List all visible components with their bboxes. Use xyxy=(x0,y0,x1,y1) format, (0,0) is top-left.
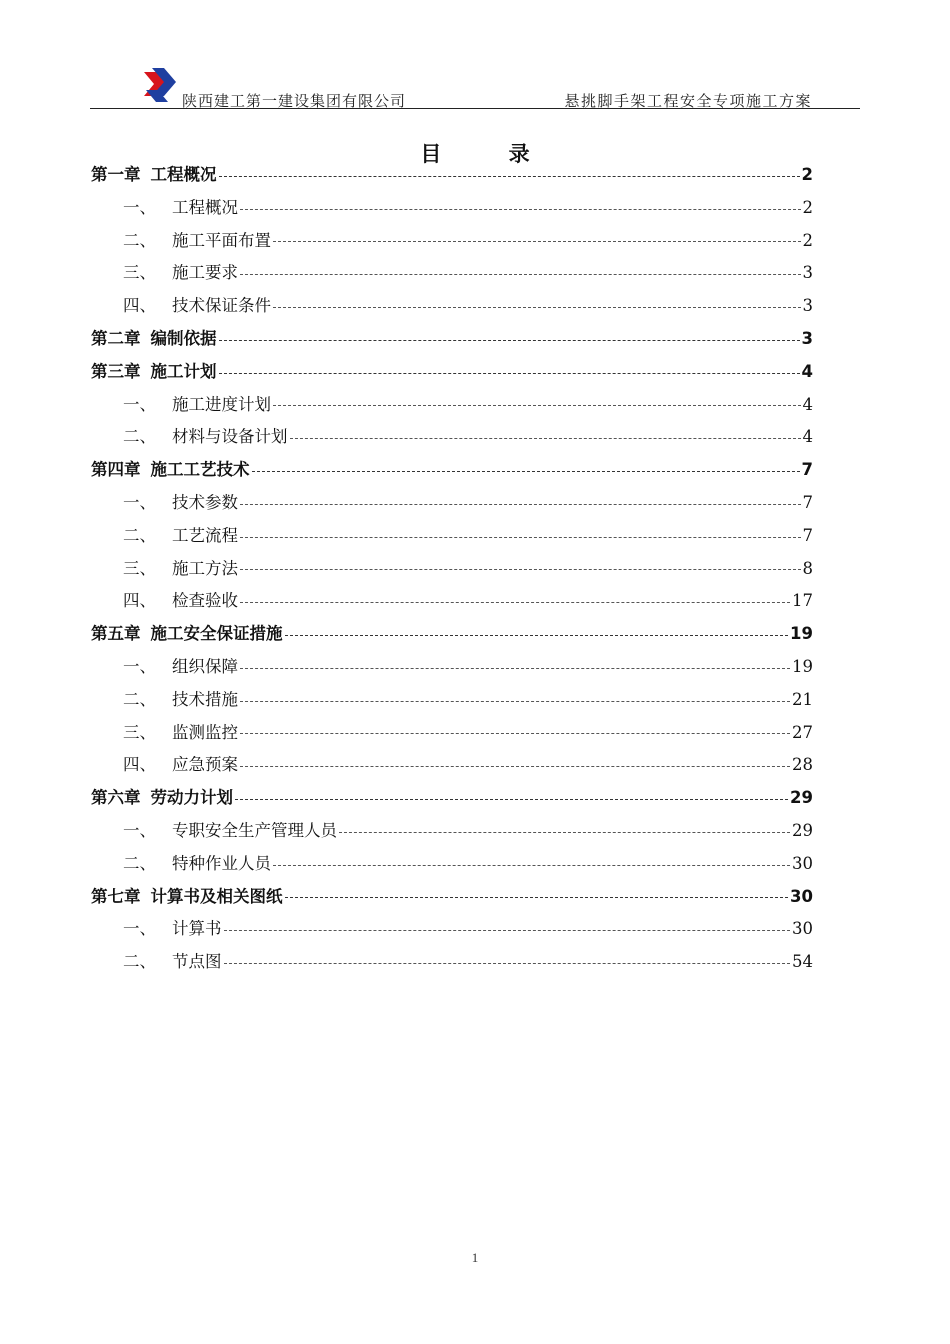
toc-section-entry[interactable] xyxy=(91,257,813,290)
toc-chapter-entry[interactable] xyxy=(91,782,813,815)
toc-section-entry[interactable] xyxy=(91,815,813,848)
toc-entry-page: 4 xyxy=(802,427,813,447)
toc-entry-title: 施工工艺技术 xyxy=(150,460,250,480)
toc-dotted-leader xyxy=(240,537,801,538)
toc-entry-title: 技术措施 xyxy=(172,689,238,709)
toc-entry-number: 一、 xyxy=(123,656,156,676)
toc-entry-number: 第七章 xyxy=(91,886,141,906)
toc-entry-page: 21 xyxy=(792,689,813,709)
document-title: 悬挑脚手架工程安全专项施工方案 xyxy=(564,92,812,110)
toc-entry-page: 30 xyxy=(792,853,813,873)
toc-heading: 目 录 xyxy=(420,142,560,166)
toc-chapter-entry[interactable] xyxy=(91,881,813,914)
toc-entry-page: 19 xyxy=(792,656,813,676)
toc-entry-number: 三、 xyxy=(123,722,156,742)
toc-section-entry[interactable] xyxy=(91,192,813,225)
toc-entry-page: 2 xyxy=(802,197,813,217)
company-logo-icon xyxy=(142,66,178,106)
toc-entry-number: 第六章 xyxy=(91,788,141,808)
toc-entry-number: 一、 xyxy=(123,492,156,512)
toc-entry-title: 节点图 xyxy=(172,952,222,972)
toc-entry-title: 材料与设备计划 xyxy=(172,427,288,447)
toc-entry-title: 特种作业人员 xyxy=(172,853,271,873)
toc-dotted-leader xyxy=(219,176,800,177)
toc-entry-number: 四、 xyxy=(123,755,156,775)
toc-entry-page: 29 xyxy=(792,820,813,840)
toc-section-entry[interactable] xyxy=(91,946,813,979)
toc-entry-number: 三、 xyxy=(123,263,156,283)
toc-dotted-leader xyxy=(224,963,791,964)
toc-entry-number: 四、 xyxy=(123,591,156,611)
toc-entry-page: 30 xyxy=(792,919,813,939)
toc-entry-number: 四、 xyxy=(123,296,156,316)
toc-dotted-leader xyxy=(273,307,801,308)
toc-dotted-leader xyxy=(285,635,789,636)
toc-entry-title: 技术参数 xyxy=(172,492,238,512)
toc-entry-number: 二、 xyxy=(123,853,156,873)
toc-dotted-leader xyxy=(240,733,790,734)
toc-dotted-leader xyxy=(219,373,800,374)
toc-section-entry[interactable] xyxy=(91,585,813,618)
toc-dotted-leader xyxy=(273,241,801,242)
toc-section-entry[interactable] xyxy=(91,225,813,258)
toc-entry-title: 施工进度计划 xyxy=(172,394,271,414)
toc-entry-number: 第一章 xyxy=(91,165,141,184)
toc-dotted-leader xyxy=(240,701,790,702)
toc-entry-page: 7 xyxy=(802,492,813,512)
toc-entry-page: 28 xyxy=(792,755,813,775)
toc-section-entry[interactable] xyxy=(91,520,813,553)
toc-chapter-entry[interactable] xyxy=(91,618,813,651)
toc-entry-number: 三、 xyxy=(123,558,156,578)
toc-entry-number: 一、 xyxy=(123,919,156,939)
toc-dotted-leader xyxy=(273,405,801,406)
toc-entry-page: 29 xyxy=(790,788,813,808)
toc-section-entry[interactable] xyxy=(91,913,813,946)
toc-entry-title: 监测监控 xyxy=(172,722,238,742)
table-of-contents xyxy=(91,159,813,979)
toc-entry-number: 二、 xyxy=(123,427,156,447)
toc-dotted-leader xyxy=(224,930,791,931)
toc-entry-number: 二、 xyxy=(123,952,156,972)
toc-entry-title: 专职安全生产管理人员 xyxy=(172,820,337,840)
toc-entry-title: 工艺流程 xyxy=(172,525,238,545)
toc-entry-page: 54 xyxy=(792,952,813,972)
toc-entry-title: 施工方法 xyxy=(172,558,238,578)
toc-section-entry[interactable] xyxy=(91,848,813,881)
toc-entry-title: 施工计划 xyxy=(150,361,217,381)
toc-entry-page: 7 xyxy=(801,460,813,480)
toc-dotted-leader xyxy=(240,504,801,505)
toc-section-entry[interactable] xyxy=(91,389,813,422)
toc-dotted-leader xyxy=(339,832,790,833)
toc-entry-title: 技术保证条件 xyxy=(172,296,271,316)
toc-entry-page: 4 xyxy=(802,394,813,414)
toc-section-entry[interactable] xyxy=(91,717,813,750)
toc-entry-page: 19 xyxy=(790,624,813,644)
page-header xyxy=(90,62,860,112)
page-number: 1 xyxy=(471,1250,479,1265)
toc-entry-title: 应急预案 xyxy=(172,755,238,775)
toc-dotted-leader xyxy=(240,569,801,570)
toc-entry-page: 4 xyxy=(801,361,813,381)
toc-entry-page: 2 xyxy=(802,230,813,250)
toc-entry-title: 施工平面布置 xyxy=(172,230,271,250)
toc-entry-number: 第二章 xyxy=(91,328,141,348)
toc-entry-title: 工程概况 xyxy=(150,165,217,184)
toc-entry-title: 计算书及相关图纸 xyxy=(150,886,283,906)
toc-entry-number: 一、 xyxy=(123,394,156,414)
toc-entry-number: 第三章 xyxy=(91,361,141,381)
toc-dotted-leader xyxy=(240,274,801,275)
toc-entry-page: 30 xyxy=(790,886,813,906)
toc-chapter-entry[interactable] xyxy=(91,159,813,192)
toc-dotted-leader xyxy=(240,766,790,767)
toc-section-entry[interactable] xyxy=(91,651,813,684)
toc-section-entry[interactable] xyxy=(91,487,813,520)
toc-entry-page: 2 xyxy=(801,165,813,184)
toc-dotted-leader xyxy=(252,471,800,472)
toc-entry-page: 8 xyxy=(802,558,813,578)
toc-entry-number: 二、 xyxy=(123,230,156,250)
toc-dotted-leader xyxy=(240,668,790,669)
toc-section-entry[interactable] xyxy=(91,421,813,454)
toc-entry-title: 施工安全保证措施 xyxy=(150,624,283,644)
header-rule xyxy=(90,108,860,109)
toc-entry-title: 劳动力计划 xyxy=(150,788,233,808)
toc-entry-number: 第四章 xyxy=(91,460,141,480)
toc-entry-number: 一、 xyxy=(123,197,156,217)
toc-section-entry[interactable] xyxy=(91,553,813,586)
toc-chapter-entry[interactable] xyxy=(91,454,813,487)
toc-dotted-leader xyxy=(285,897,789,898)
toc-entry-title: 施工要求 xyxy=(172,263,238,283)
toc-section-entry[interactable] xyxy=(91,290,813,323)
toc-entry-number: 二、 xyxy=(123,525,156,545)
toc-entry-page: 7 xyxy=(802,525,813,545)
toc-entry-page: 3 xyxy=(802,296,813,316)
toc-dotted-leader xyxy=(290,438,801,439)
toc-section-entry[interactable] xyxy=(91,749,813,782)
toc-entry-number: 一、 xyxy=(123,820,156,840)
toc-section-entry[interactable] xyxy=(91,684,813,717)
toc-entry-title: 工程概况 xyxy=(172,197,238,217)
toc-entry-title: 编制依据 xyxy=(150,328,217,348)
toc-entry-page: 3 xyxy=(801,328,813,348)
toc-entry-title: 计算书 xyxy=(172,919,222,939)
toc-dotted-leader xyxy=(273,865,790,866)
toc-dotted-leader xyxy=(240,209,801,210)
toc-chapter-entry[interactable] xyxy=(91,356,813,389)
toc-chapter-entry[interactable] xyxy=(91,323,813,356)
toc-entry-title: 检查验收 xyxy=(172,591,238,611)
toc-entry-number: 第五章 xyxy=(91,624,141,644)
toc-entry-page: 3 xyxy=(802,263,813,283)
toc-dotted-leader xyxy=(235,799,788,800)
toc-entry-title: 组织保障 xyxy=(172,656,238,676)
toc-dotted-leader xyxy=(240,602,790,603)
toc-entry-number: 二、 xyxy=(123,689,156,709)
toc-entry-page: 27 xyxy=(792,722,813,742)
toc-entry-page: 17 xyxy=(792,591,813,611)
toc-dotted-leader xyxy=(219,340,800,341)
company-name: 陕西建工第一建设集团有限公司 xyxy=(182,92,407,110)
